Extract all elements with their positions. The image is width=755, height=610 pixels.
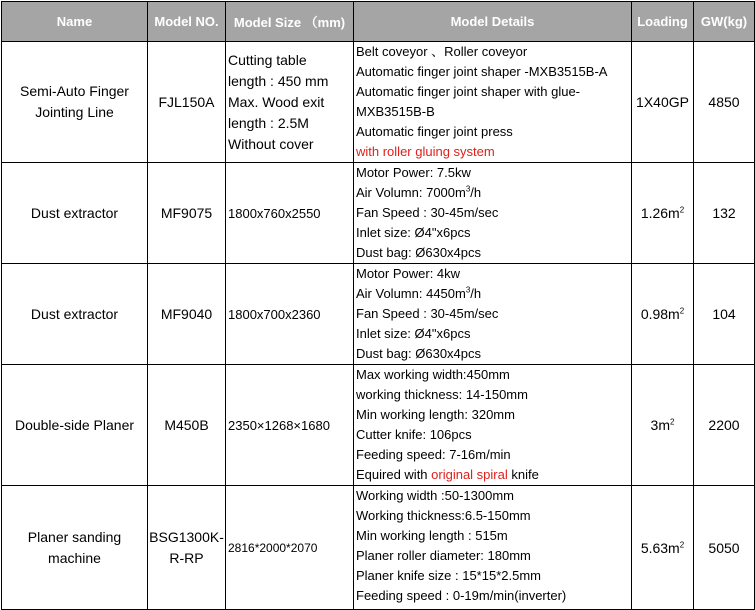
- detail-line: Automatic finger joint shaper with glue-: [356, 84, 581, 99]
- detail-text: /h: [470, 286, 482, 301]
- table-row: [2, 365, 755, 486]
- detail-text: Equired with: [356, 467, 432, 482]
- loading-value: 0.98m: [640, 306, 680, 322]
- details-cell: [354, 486, 632, 610]
- loading-value: 1.26m: [640, 205, 680, 221]
- model-line: BSG1300K-: [149, 528, 224, 545]
- loading-cell: [632, 486, 694, 610]
- header-name: Name: [2, 2, 148, 42]
- detail-line: Dust bag: Ø630x4pcs: [356, 245, 482, 260]
- detail-line: [356, 183, 631, 203]
- loading-value: 5.63m: [640, 539, 680, 556]
- detail-line: [356, 284, 631, 304]
- detail-line: Cutter knife: 106pcs: [356, 427, 472, 442]
- model-cell: MF9040: [148, 264, 226, 365]
- detail-line: Max working width:450mm: [356, 367, 510, 382]
- detail-line: Dust bag: Ø630x4pcs: [356, 346, 482, 361]
- details-cell: [354, 163, 632, 264]
- detail-line: MXB3515B-B: [356, 104, 435, 119]
- header-gw: GW(kg): [694, 2, 755, 42]
- detail-line: Feeding speed: 7-16m/min: [356, 447, 511, 462]
- name-line: Planer sanding: [27, 528, 122, 545]
- detail-line: Motor Power: 4kw: [356, 266, 461, 281]
- detail-line: Working width :50-1300mm: [356, 488, 514, 503]
- size-line: length : 450 mm: [228, 73, 329, 89]
- size-cell: 1800x760x2550: [226, 163, 354, 264]
- detail-line: Min working length: 320mm: [356, 407, 515, 422]
- detail-text: Air Volumn: 7000m: [356, 185, 466, 200]
- table-row: [2, 163, 755, 264]
- name-cell: [2, 486, 148, 610]
- name-line: Semi-Auto Finger: [20, 83, 129, 99]
- name-line: machine: [48, 549, 101, 566]
- name-cell: [2, 42, 148, 163]
- detail-text-highlight: original spiral: [431, 467, 508, 482]
- gw-cell: 132: [694, 163, 755, 264]
- detail-line: Automatic finger joint press: [356, 124, 513, 139]
- name-line: Jointing Line: [35, 104, 114, 120]
- superscript: 3: [465, 184, 471, 194]
- superscript: 2: [679, 306, 685, 316]
- size-cell: [226, 42, 354, 163]
- name-cell: Dust extractor: [2, 163, 148, 264]
- detail-text: Air Volumn: 4450m: [356, 286, 466, 301]
- detail-line: Planer knife size : 15*15*2.5mm: [356, 568, 541, 583]
- loading-cell: 1X40GP: [632, 42, 694, 163]
- gw-cell: 2200: [694, 365, 755, 486]
- header-loading: Loading: [632, 2, 694, 42]
- superscript: 2: [679, 205, 685, 215]
- loading-value: 3m: [650, 417, 670, 433]
- loading-cell: [632, 365, 694, 486]
- superscript: 3: [465, 285, 471, 295]
- detail-line: Inlet size: Ø4"x6pcs: [356, 225, 471, 240]
- detail-line: Min working length : 515m: [356, 528, 508, 543]
- size-line: Max. Wood exit: [228, 94, 325, 110]
- detail-line: Working thickness:6.5-150mm: [356, 508, 531, 523]
- header-model-details: Model Details: [354, 2, 632, 42]
- detail-line: Inlet size: Ø4"x6pcs: [356, 326, 471, 341]
- model-cell: FJL150A: [148, 42, 226, 163]
- model-cell: MF9075: [148, 163, 226, 264]
- detail-line: Fan Speed : 30-45m/sec: [356, 306, 499, 321]
- detail-line: Automatic finger joint shaper -MXB3515B-A: [356, 64, 608, 79]
- size-line: Without cover: [228, 136, 314, 152]
- table-row: [2, 264, 755, 365]
- name-cell: Dust extractor: [2, 264, 148, 365]
- detail-text: /h: [470, 185, 482, 200]
- details-cell: [354, 264, 632, 365]
- loading-cell: [632, 264, 694, 365]
- detail-text: knife: [507, 467, 539, 482]
- details-cell: [354, 365, 632, 486]
- detail-line: Feeding speed : 0-19m/min(inverter): [356, 588, 567, 603]
- model-line: R-RP: [169, 549, 204, 566]
- model-cell: M450B: [148, 365, 226, 486]
- detail-line: Motor Power: 7.5kw: [356, 165, 471, 180]
- detail-line: Planer roller diameter: 180mm: [356, 548, 531, 563]
- detail-line-highlight: with roller gluing system: [356, 144, 495, 159]
- header-model-size: Model Size （mm): [226, 2, 354, 42]
- detail-line: working thickness: 14-150mm: [356, 387, 528, 402]
- size-line: Cutting table: [228, 52, 307, 68]
- loading-cell: [632, 163, 694, 264]
- gw-cell: 104: [694, 264, 755, 365]
- name-cell: Double-side Planer: [2, 365, 148, 486]
- model-cell: [148, 486, 226, 610]
- size-cell: 1800x700x2360: [226, 264, 354, 365]
- table-row: [2, 486, 755, 610]
- superscript: 2: [670, 417, 675, 427]
- size-line: length : 2.5M: [228, 115, 309, 131]
- product-spec-table: [1, 1, 755, 610]
- size-cell: 2816*2000*2070: [226, 486, 354, 610]
- detail-line: Fan Speed : 30-45m/sec: [356, 205, 499, 220]
- table-row: [2, 42, 755, 163]
- details-cell: [354, 42, 632, 163]
- header-model-no: Model NO.: [148, 2, 226, 42]
- superscript: 2: [679, 539, 685, 549]
- detail-line: [356, 465, 631, 485]
- detail-line: Belt coveyor 、Roller coveyor: [356, 44, 528, 59]
- gw-cell: 4850: [694, 42, 755, 163]
- header-row: [2, 2, 755, 42]
- gw-cell: 5050: [694, 486, 755, 610]
- size-cell: 2350×1268×1680: [226, 365, 354, 486]
